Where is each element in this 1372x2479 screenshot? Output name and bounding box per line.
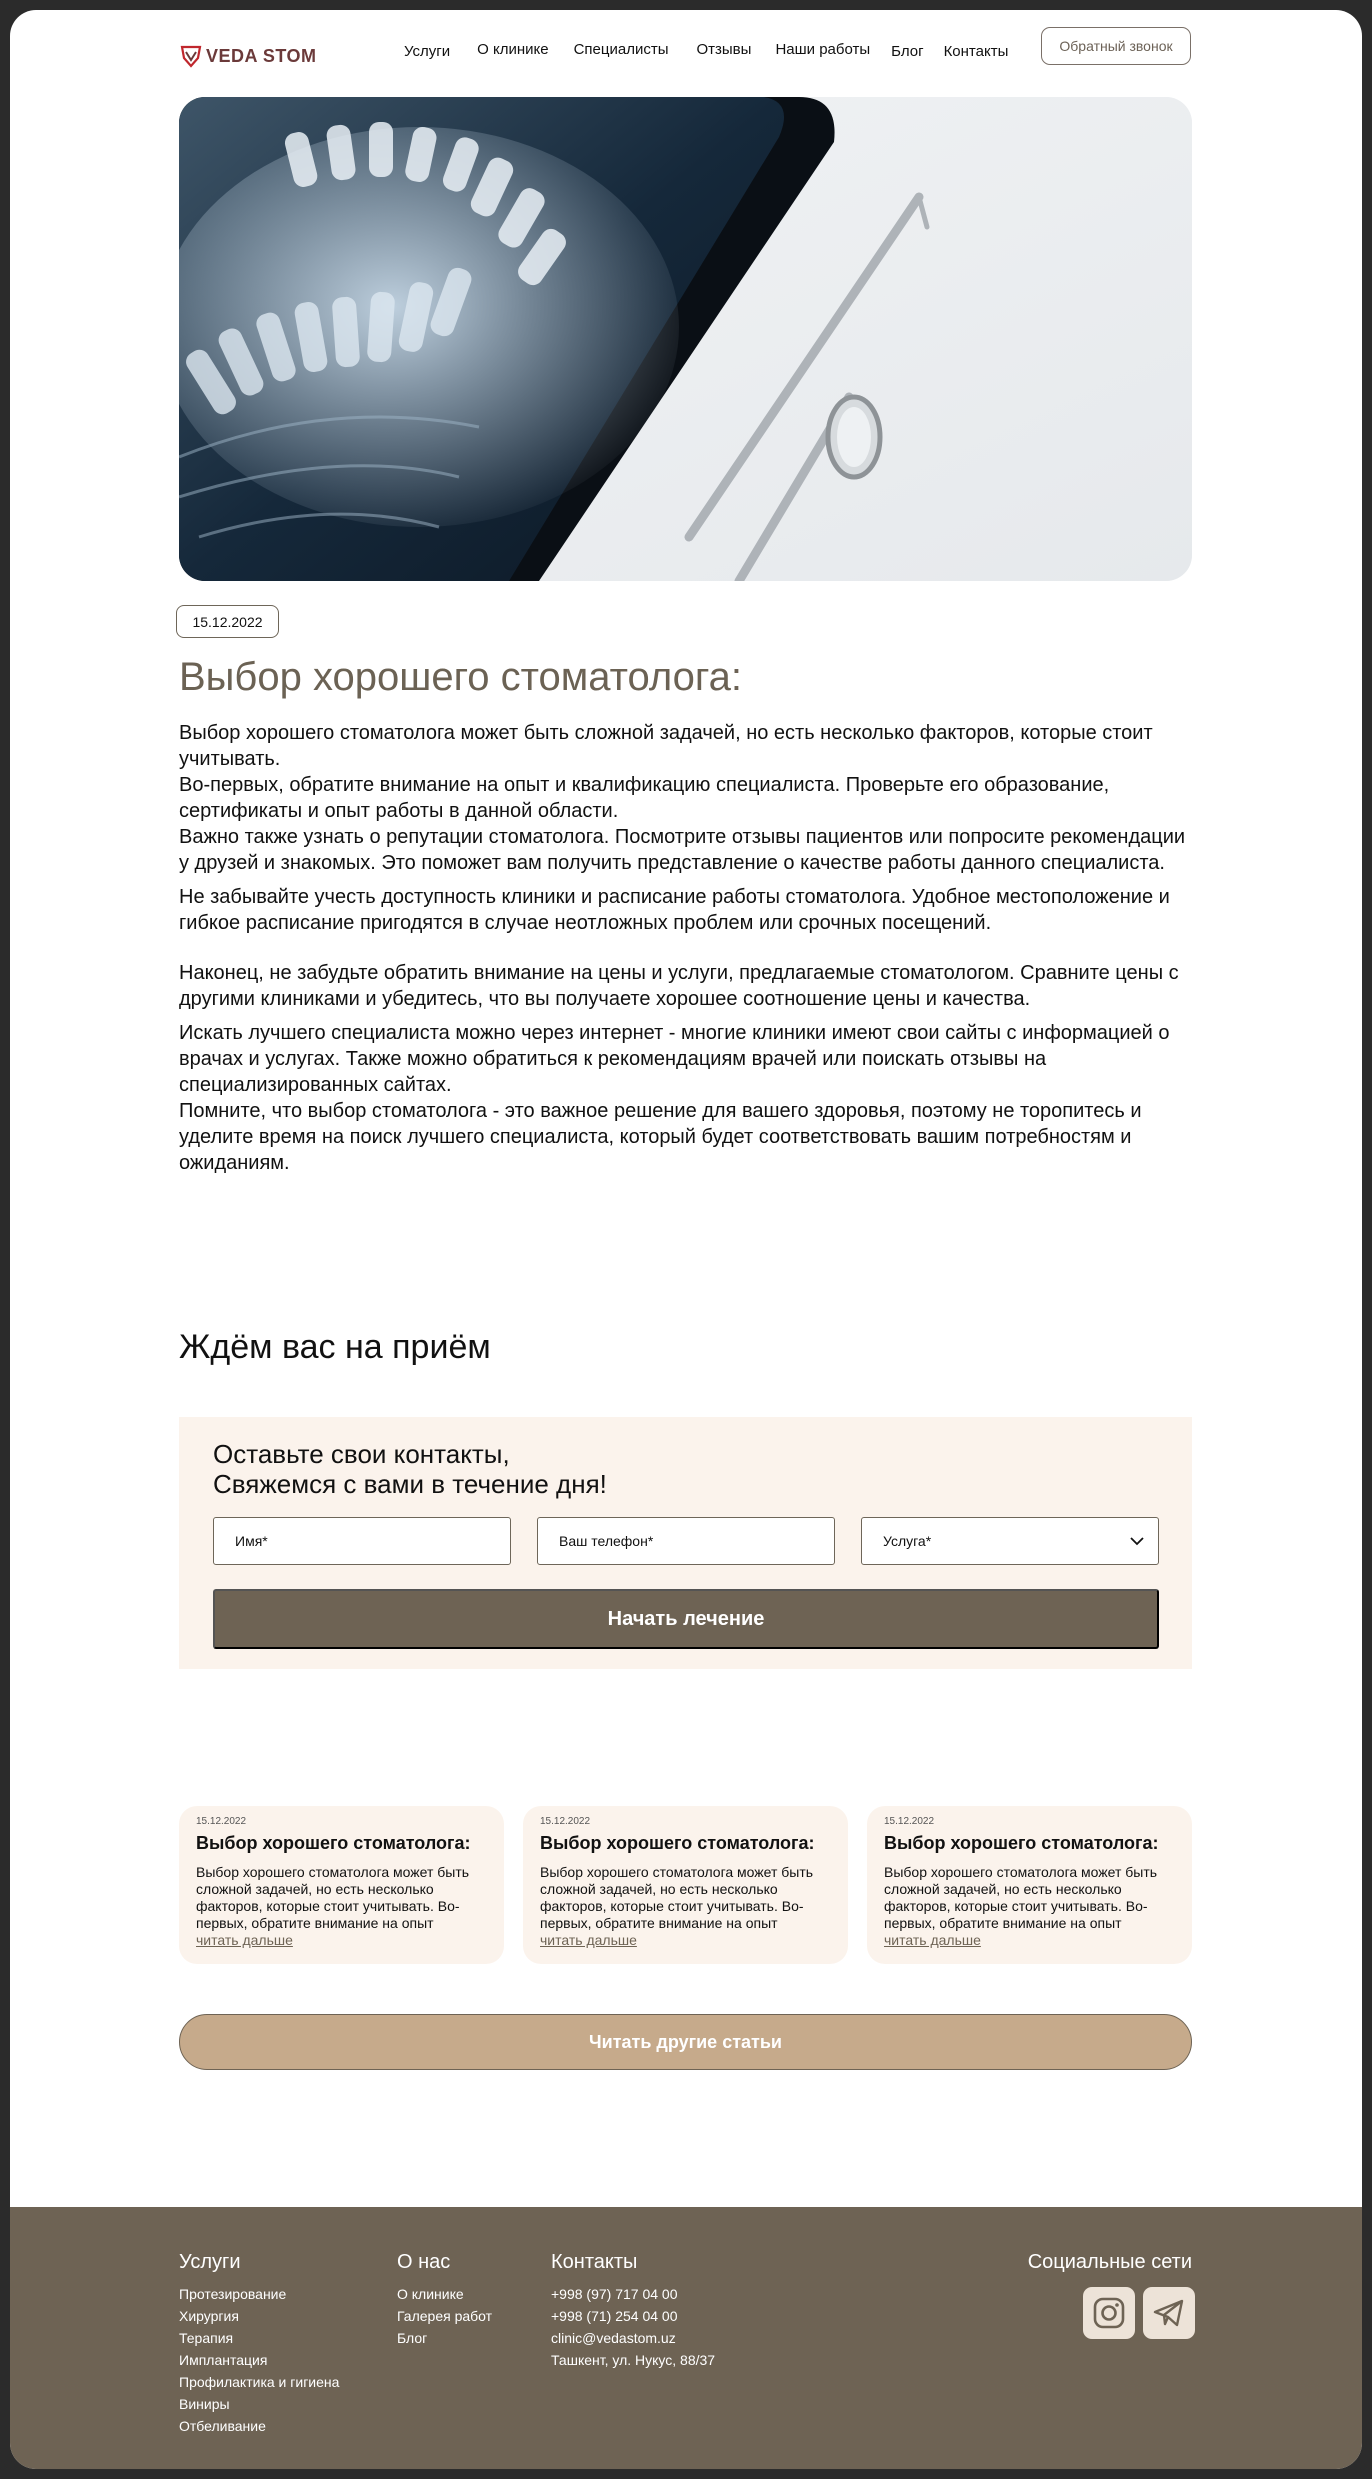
footer-email[interactable]: clinic@vedastom.uz xyxy=(551,2330,676,2346)
card-date: 15.12.2022 xyxy=(540,1816,591,1827)
hero-image xyxy=(179,97,1192,581)
footer-link[interactable]: О клинике xyxy=(397,2286,464,2302)
article-card[interactable] xyxy=(179,1806,504,1964)
card-excerpt: Выбор хорошего стоматолога может быть сложной задачей, но есть несколько факторов, которые стоит учитывать. Во-первых, обратите внимание на опыт xyxy=(540,1864,814,1931)
footer xyxy=(10,2207,1362,2469)
card-title: Выбор хорошего стоматолога: xyxy=(884,1833,1159,1853)
footer-contacts-title: Контакты xyxy=(551,2251,638,2273)
chevron-down-icon xyxy=(1130,1537,1144,1546)
nav-link-reviews[interactable]: Отзывы xyxy=(696,41,752,58)
name-input-placeholder: Имя* xyxy=(235,1533,268,1549)
contact-form xyxy=(179,1417,1192,1669)
xray-illustration xyxy=(179,97,1192,581)
card-title: Выбор хорошего стоматолога: xyxy=(540,1833,815,1853)
footer-link[interactable]: Виниры xyxy=(179,2396,230,2412)
service-select[interactable] xyxy=(861,1517,1159,1565)
footer-link[interactable]: Протезирование xyxy=(179,2286,287,2302)
footer-link[interactable]: Отбеливание xyxy=(179,2418,266,2434)
article-body xyxy=(179,720,1194,1176)
form-heading-line: Оставьте свои контакты, xyxy=(213,1439,510,1469)
instagram-button[interactable] xyxy=(1083,2287,1135,2339)
nav-link-contacts[interactable]: Контакты xyxy=(943,43,1009,60)
footer-link[interactable]: Профилактика и гигиена xyxy=(179,2374,340,2390)
footer-link[interactable]: Галерея работ xyxy=(397,2308,493,2324)
service-select-placeholder: Услуга* xyxy=(883,1533,932,1549)
card-excerpt: Выбор хорошего стоматолога может быть сложной задачей, но есть несколько факторов, которые стоит учитывать. Во-первых, обратите внимание на опыт xyxy=(196,1864,470,1931)
read-other-articles-button[interactable]: Читать другие статьи xyxy=(179,2014,1192,2070)
telegram-button[interactable] xyxy=(1143,2287,1195,2339)
footer-services xyxy=(179,2251,339,2437)
phone-input-placeholder: Ваш телефон* xyxy=(559,1533,654,1549)
callback-button[interactable]: Обратный звонок xyxy=(1041,27,1191,65)
main-nav xyxy=(395,43,1008,60)
name-input[interactable] xyxy=(213,1517,511,1565)
card-read-more-link[interactable]: читать дальше xyxy=(540,1932,637,1948)
card-read-more-link[interactable]: читать дальше xyxy=(884,1932,981,1948)
tooth-logo-icon xyxy=(180,44,202,68)
article-paragraph: Помните, что выбор стоматолога - это важное решение для вашего здоровья, поэтому не торопитесь и уделите время на поиск лучшего специалиста, который будет соответствовать вашим потребностям и ожиданиям. xyxy=(179,1100,1142,1174)
card-date: 15.12.2022 xyxy=(884,1816,935,1827)
appointment-title: Ждём вас на приём xyxy=(179,1328,491,1366)
article-paragraph: Важно также узнать о репутации стоматолога. Посмотрите отзывы пациентов или попросите рекомендации у друзей и знакомых. Это поможет вам получить представление о качестве работы данного специалиста. xyxy=(179,826,1186,874)
footer-address: Ташкент, ул. Нукус, 88/37 xyxy=(551,2352,716,2368)
footer-contacts xyxy=(551,2251,715,2371)
footer-about-title: О нас xyxy=(397,2251,451,2273)
article-paragraph: Во-первых, обратите внимание на опыт и квалификацию специалиста. Проверьте его образование, сертификаты и опыт работы в данной области. xyxy=(179,774,1110,822)
page-frame xyxy=(10,10,1362,2469)
card-date: 15.12.2022 xyxy=(196,1816,247,1827)
article-paragraph: Наконец, не забудьте обратить внимание на цены и услуги, предлагаемые стоматологом. Сравните цены с другими клиниками и убедитесь, что вы получаете хорошее соотношение цены и качества. xyxy=(179,962,1179,1010)
footer-link[interactable]: Терапия xyxy=(179,2330,234,2346)
form-heading xyxy=(213,1439,607,1499)
telegram-icon xyxy=(1152,2296,1186,2330)
phone-input[interactable] xyxy=(537,1517,835,1565)
article-card[interactable] xyxy=(523,1806,848,1964)
footer-link[interactable]: Имплантация xyxy=(179,2352,268,2368)
instagram-icon xyxy=(1092,2296,1126,2330)
start-treatment-button[interactable]: Начать лечение xyxy=(213,1589,1159,1649)
article-paragraph: Искать лучшего специалиста можно через интернет - многие клиники имеют свои сайты с информацией о врачах и услугах. Также можно обратиться к рекомендациям врачей или поискать отзывы на специализированных сайтах. xyxy=(179,1022,1170,1096)
nav-link-works[interactable]: Наши работы xyxy=(775,41,871,58)
card-title: Выбор хорошего стоматолога: xyxy=(196,1833,471,1853)
card-excerpt: Выбор хорошего стоматолога может быть сложной задачей, но есть несколько факторов, которые стоит учитывать. Во-первых, обратите внимание на опыт xyxy=(884,1864,1158,1931)
nav-link-blog[interactable]: Блог xyxy=(891,43,924,60)
logo-text: VEDA STOM xyxy=(206,45,317,66)
footer-link[interactable]: Хирургия xyxy=(179,2308,239,2324)
footer-link[interactable]: Блог xyxy=(397,2330,428,2346)
article-paragraph: Выбор хорошего стоматолога может быть сложной задачей, но есть несколько факторов, которые стоит учитывать. xyxy=(179,722,1153,770)
card-read-more-link[interactable]: читать дальше xyxy=(196,1932,293,1948)
article-paragraph: Не забывайте учесть доступность клиники и расписание работы стоматолога. Удобное местоположение и гибкое расписание пригодятся в случае неотложных проблем или срочных посещений. xyxy=(179,886,1170,934)
logo[interactable] xyxy=(180,44,317,68)
nav-link-specialists[interactable]: Специалисты xyxy=(573,41,669,58)
nav-link-services[interactable]: Услуги xyxy=(404,43,451,60)
footer-phone[interactable]: +998 (71) 254 04 00 xyxy=(551,2308,678,2324)
footer-social-title: Социальные сети xyxy=(1027,2251,1192,2273)
footer-services-title: Услуги xyxy=(179,2251,241,2273)
article-date-badge: 15.12.2022 xyxy=(176,605,279,638)
footer-phone[interactable]: +998 (97) 717 04 00 xyxy=(551,2286,678,2302)
form-heading-line: Свяжемся с вами в течение дня! xyxy=(213,1469,607,1499)
footer-about xyxy=(397,2251,492,2349)
article-title: Выбор хорошего стоматолога: xyxy=(179,655,742,699)
article-card[interactable] xyxy=(867,1806,1192,1964)
nav-link-about[interactable]: О клинике xyxy=(477,41,549,58)
